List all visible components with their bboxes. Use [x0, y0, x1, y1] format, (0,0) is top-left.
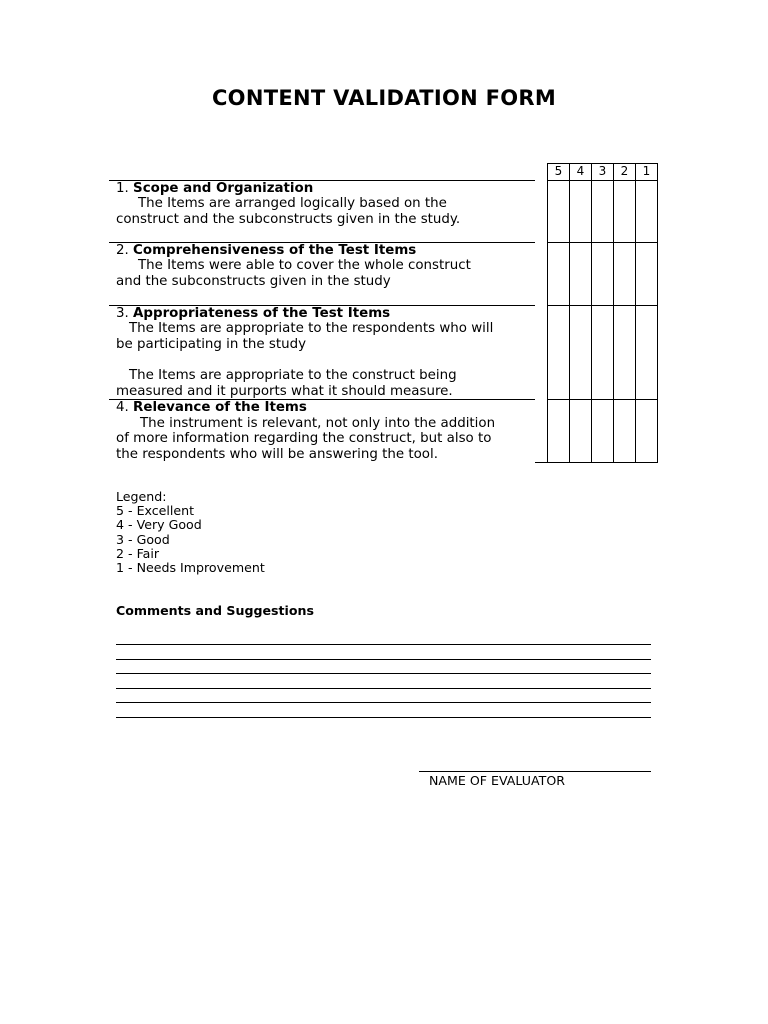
criterion-row	[109, 180, 658, 242]
criterion-text: The Items are appropriate to the respondents who will	[129, 321, 494, 337]
comment-line[interactable]	[116, 689, 651, 704]
rating-cell-5[interactable]	[548, 400, 570, 463]
rating-cell-1[interactable]	[636, 180, 658, 242]
signature-line[interactable]	[419, 771, 651, 772]
line-spacer	[116, 352, 535, 368]
rating-cell-4[interactable]	[570, 242, 592, 305]
header-spacer	[535, 164, 548, 181]
rating-cell-2[interactable]	[614, 180, 636, 242]
rating-cell-1[interactable]	[636, 305, 658, 400]
row-gap	[535, 400, 548, 463]
criterion-number: 3.	[116, 305, 129, 321]
comments-area[interactable]	[116, 644, 651, 718]
criterion-description	[109, 400, 535, 463]
criterion-label: Appropriateness of the Test Items	[133, 305, 391, 321]
legend-entry: 3 - Good	[116, 531, 170, 547]
page-title: CONTENT VALIDATION FORM	[211, 86, 557, 110]
criterion-text: be participating in the study	[116, 336, 307, 352]
rating-cell-3[interactable]	[592, 180, 614, 242]
criterion-number: 1.	[116, 180, 129, 196]
rating-cell-3[interactable]	[592, 242, 614, 305]
legend-entry: 2 - Fair	[116, 545, 160, 561]
criterion-text: construct and the subconstructs given in the study.	[116, 211, 461, 227]
criterion-text: and the subconstructs given in the study	[116, 273, 391, 289]
criterion-heading	[116, 400, 535, 416]
rating-cell-4[interactable]	[570, 305, 592, 400]
comment-line[interactable]	[116, 703, 651, 718]
criterion-text: the respondents who will be answering the tool.	[116, 446, 438, 462]
rating-cell-3[interactable]	[592, 400, 614, 463]
criterion-heading	[116, 181, 535, 197]
rating-header-2: 2	[614, 164, 636, 181]
row-gap	[535, 242, 548, 305]
row-gap	[535, 305, 548, 400]
criterion-text: The Items were able to cover the whole construct	[138, 258, 471, 274]
rating-cell-5[interactable]	[548, 305, 570, 400]
criterion-description	[109, 180, 535, 242]
rating-cell-5[interactable]	[548, 180, 570, 242]
rating-cell-4[interactable]	[570, 180, 592, 242]
rating-header-5: 5	[548, 164, 570, 181]
header-spacer	[109, 164, 535, 181]
criterion-description	[109, 242, 535, 305]
criterion-text: of more information regarding the construct, but also to	[116, 431, 492, 447]
criterion-text: The Items are arranged logically based on the	[138, 196, 447, 212]
comment-line[interactable]	[116, 645, 651, 660]
criterion-heading	[116, 243, 535, 259]
criterion-label: Relevance of the Items	[133, 400, 307, 416]
criterion-heading	[116, 306, 535, 322]
legend-entry: 1 - Needs Improvement	[116, 560, 265, 576]
rating-cell-2[interactable]	[614, 305, 636, 400]
comment-line[interactable]	[116, 660, 651, 675]
criterion-text: The Items are appropriate to the construct being	[129, 367, 457, 383]
legend-entry: 5 - Excellent	[116, 503, 195, 519]
rating-table	[109, 163, 658, 463]
comments-title: Comments and Suggestions	[116, 603, 314, 618]
criterion-number: 4.	[116, 400, 129, 416]
rating-cell-3[interactable]	[592, 305, 614, 400]
criterion-row	[109, 242, 658, 305]
rating-cell-2[interactable]	[614, 242, 636, 305]
rating-header-1: 1	[636, 164, 658, 181]
rating-cell-1[interactable]	[636, 400, 658, 463]
legend-entry: 4 - Very Good	[116, 517, 202, 533]
criterion-row	[109, 305, 658, 400]
row-gap	[535, 180, 548, 242]
rating-scale-header	[109, 164, 658, 181]
rating-cell-4[interactable]	[570, 400, 592, 463]
rating-cell-5[interactable]	[548, 242, 570, 305]
criterion-number: 2.	[116, 242, 129, 258]
signature-label: NAME OF EVALUATOR	[429, 773, 566, 788]
criterion-row	[109, 400, 658, 463]
criterion-description	[109, 305, 535, 400]
rating-cell-2[interactable]	[614, 400, 636, 463]
criterion-text: The instrument is relevant, not only into the addition	[140, 415, 496, 431]
comment-line[interactable]	[116, 674, 651, 689]
criterion-text: measured and it purports what it should measure.	[116, 383, 453, 399]
legend	[116, 490, 265, 575]
criterion-label: Comprehensiveness of the Test Items	[133, 242, 417, 258]
legend-title: Legend:	[116, 489, 167, 504]
criterion-label: Scope and Organization	[133, 180, 314, 196]
rating-header-4: 4	[570, 164, 592, 181]
rating-cell-1[interactable]	[636, 242, 658, 305]
rating-header-3: 3	[592, 164, 614, 181]
